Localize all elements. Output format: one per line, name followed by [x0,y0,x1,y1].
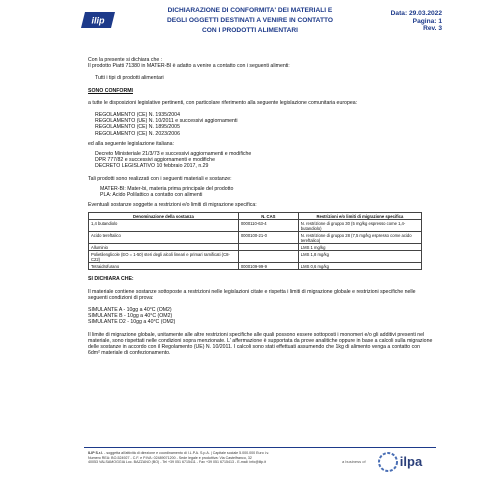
table-cell: 0000100-21-0 [238,232,298,244]
table-cell: N. restrizione di gruppo 28 (7,5 mg/kg espresso come acido tereftalico) [298,232,421,244]
table-row [89,220,422,232]
document-body [88,57,433,356]
document-date: Data: 29.03.2022 [390,10,442,17]
declaration-heading: SI DICHIARA CHE: [88,276,134,283]
substances-table [88,212,422,270]
table-cell: LMS 0,6 mg/kg [298,263,421,270]
column-header: Denominazione della sostanza [89,213,239,220]
ilpa-logo [377,451,432,473]
eu-regulation: REGOLAMENTO (CE) N. 1935/2004 [95,112,180,119]
eu-regulation: REGOLAMENTO (CE) N. 2023/2006 [95,130,180,137]
simulant-item: SIMULANTE B - 10gg a 40°C (OM2) [88,313,173,320]
eu-regulation: REGOLAMENTO (CE) N. 1895/2005 [95,124,180,131]
table-cell: 1,4 butandiolo [89,220,239,232]
material-item: PLA: Acido Polilattico a contatto con alimenti [100,192,203,199]
footer-company-info: - soggetta all'attività di direzione e coordinamento di I.L.P.A. S.p.A. | Capitale sociale 5.000.000 Euro i.v. [103,451,270,455]
simulant-item: SIMULANTE D2 - 10gg a 40°C (OM2) [88,319,176,326]
conformi-heading: SONO CONFORMI [88,87,133,94]
footer-divider [84,447,436,448]
materials-intro: Tali prodotti sono realizzati con i seguenti materiali e sostanze: [88,175,232,182]
intro-line-2: Il prodotto Piatti 71380 in MATER-BI è adatto a venire a contatto con i seguenti alimenti: [88,63,290,70]
materials-list [88,186,433,198]
title-line-3: CON I PRODOTTI ALIMENTARI [202,27,298,34]
column-header: N. CAS [238,213,298,220]
table-cell: Acido tereftalico [89,232,239,244]
footer-company-name: ILIP S.r.l. [88,451,104,455]
company-footer [88,451,338,465]
it-regulation: DPR 777/82 e successivi aggiornamenti e modifiche [95,157,215,164]
declaration-text: Il materiale contiene sostanze sottoposte a restrizioni nelle legislazioni citate e rispetta i limiti di migrazione globale e restrizioni specifiche nelle seguenti condizioni di prova: [88,288,416,301]
eu-regulations-list [88,112,433,137]
table-cell: N. restrizione di gruppo 30 (5 mg/kg espresso come 1,4-butandiolo) [298,220,421,232]
document-meta [362,10,442,33]
ilip-logo [78,10,118,30]
table-header-row [89,213,422,220]
intro-line-1: Con la presente si dichiara che : [88,57,163,63]
it-regulations-list [88,151,433,170]
it-regulation: DECRETO LEGISLATIVO 10 febbraio 2017, n.29 [95,163,209,170]
simulants-list [88,307,433,326]
food-types: Tutti i tipi di prodotti alimentari [95,75,164,82]
title-line-1: DICHIARAZIONE DI CONFORMITA' DEI MATERIALI E [167,7,333,14]
table-cell: LMS 1,8 mg/kg [298,251,421,263]
page-number: Pagina: 1 [412,17,442,25]
eu-regulation: REGOLAMENTO (UE) N. 10/2011 e successivi aggiornamenti [95,118,238,125]
footer-line-2: Numero REA: BO-524927 - C.F. e P.IVA: 02489071200 - Sede legale e produttiva: Via Castelfranco, 32 [88,455,252,460]
simulant-item: SIMULANTE A - 10gg a 40°C (OM2) [88,307,172,314]
substances-intro: Eventuali sostanze soggette a restrizioni e/o limiti di migrazione specifica: [88,202,257,209]
italian-legislation-intro: ed alla seguente legislazione italiana: [88,140,174,147]
migration-statement: Il limite di migrazione globale, unitamente alle altre restrizioni specifiche alle quali possono essere sottoposti i monomeri e/o gli additivi presenti nel materiale, sono rispettati nelle condizioni sopra menzionate. L' affermazione è supportata da prove analitiche oppure in base a calcoli sulla migrazione delle sostanze in accordo con il Regolamento (UE) N. 10/2011. I calcoli sono stati effettuati assumendo che 1kg di alimento venga a contatto con 6dm² materiale di confezionamento. [88,331,433,357]
svg-text:ilpa: ilpa [399,454,423,469]
table-cell: LMS 1 mg/kg [298,244,421,251]
table-cell: 0000110-63-4 [238,220,298,232]
table-cell: Tetraidrofurano [89,263,239,270]
title-line-2: DEGLI OGGETTI DESTINATI A VENIRE IN CONTATTO [166,17,334,24]
table-row [89,251,422,263]
business-of-label: a business of [342,459,366,464]
column-header: Restrizioni e/o limiti di migrazione specifica [298,213,421,220]
it-regulation: Decreto Ministeriale 21/3/73 e successivi aggiornamenti e modifiche [95,151,252,158]
footer-line-3: 40053 VALSAMOGGIA Loc. BAZZANO (BO) - Tel +39 051 6715411 - Fax +39 051 6715413 - E-mail: info@ilip.it [88,460,267,465]
table-cell: 0000109-99-9 [238,263,298,270]
material-item: MATER-BI: Mater-bi, materia prima principale del prodotto [100,185,234,192]
table-row [89,263,422,270]
table-cell: Polietilenglicole (EO = 1-50) steri degli alcoli lineari e primari ramificati (C8-C22) [89,251,239,263]
table-cell [238,251,298,263]
table-cell [238,244,298,251]
document-title [150,6,350,36]
table-row [89,232,422,244]
svg-text:ilip: ilip [91,15,105,26]
table-row [89,244,422,251]
table-cell: Alluminio [89,244,239,251]
conformi-text: a tutte le disposizioni legislative pertinenti, con particolare riferimento alla seguente legislazione comunitaria europea: [88,99,358,106]
revision: Rev. 3 [423,25,442,33]
